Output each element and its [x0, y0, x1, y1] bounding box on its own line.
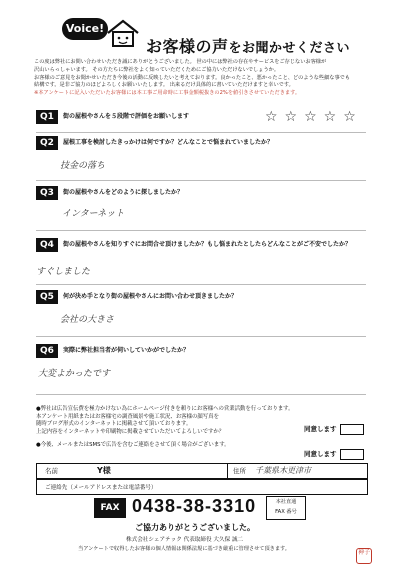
seal-stamp: 神子 — [356, 548, 372, 564]
note-line: 上記内容をインターネットや印刷物に掲載させていただいてよろしいですか？ — [36, 428, 225, 435]
contact-row — [36, 479, 368, 495]
address-value[interactable]: 千葉県木更津市 — [255, 466, 311, 475]
question-number: Q2 — [36, 136, 58, 150]
intro-text — [34, 59, 374, 98]
divider — [227, 464, 228, 478]
name-address-row — [36, 463, 368, 479]
question-3 — [36, 186, 366, 231]
question-5 — [36, 290, 366, 337]
name-label: 名前 — [45, 467, 58, 475]
answer-text[interactable]: 会社の大きさ — [60, 315, 115, 325]
address-label: 住所 — [233, 467, 246, 475]
star-rating[interactable]: ☆☆☆☆☆ — [265, 109, 363, 125]
fax-number[interactable]: 0438-38-3310 — [132, 496, 257, 516]
note-line: ●弊社は広告宣伝費を極力かけない為にホームページ付きを頼りにお客様への営業活動を行っております。 — [36, 406, 294, 412]
question-number: Q4 — [36, 238, 58, 252]
question-2 — [36, 136, 366, 181]
page-title: お客様の声をお聞かせください — [146, 37, 351, 56]
answer-text[interactable]: 大変よかったです — [38, 369, 111, 379]
intro-line: 沢山いらっしゃいます。 その方たちに弊社をよく知っていただくためにご協力いただけないでしょうか。 — [34, 66, 280, 73]
intro-line: この度は弊社にお問い合わせいただき誠にありがとうございました。 世の中には弊社の存在やサービスをご存じないお客様が — [34, 59, 327, 65]
company-name: 株式会社シェアテック 代表取締役 大久保 誠二 — [126, 537, 244, 543]
question-number: Q3 — [36, 186, 58, 200]
question-number: Q1 — [36, 110, 58, 124]
fax-icon: FAX — [94, 498, 126, 518]
question-text: 街の屋根やさんをどのように探しましたか？ — [63, 189, 184, 196]
name-value[interactable]: Y様 — [97, 466, 111, 475]
privacy-note: 当アンケートで収得したお客様の個人情報は関係法規に基づき厳重に管理させて頂きます。 — [78, 546, 290, 552]
note-line: ●今後、メールまたはSMSで広告を含むご連絡をさせて頂く場合がございます。 — [36, 442, 230, 449]
question-text: 屋根工事を検討したきっかけは何ですか？どんなことで悩まれていましたか？ — [63, 139, 274, 146]
intro-line: お客様のご意見をお聞かせいただき今後の活動に反映したいと考えております。良かったこと、悪かったこと、どのような些細な事でも — [34, 74, 351, 81]
question-4 — [36, 238, 366, 285]
question-number: Q6 — [36, 344, 58, 358]
question-text: 街の屋根やさんを５段階で評価をお願いします — [63, 113, 190, 120]
agree-label-2: 同意します — [304, 450, 337, 458]
answer-text[interactable]: すぐしました — [36, 267, 91, 277]
question-1 — [36, 110, 366, 133]
contact-label: ご連絡先（メールアドレスまたは電話番号） — [45, 485, 157, 491]
voice-badge: Voice! — [62, 18, 108, 40]
note-line: 本アンケート用紙またはお客様宅の調査風景や施工状況、お客様の顔写真を — [36, 413, 219, 420]
discount-note: ※本アンケートに記入いただいたお客様には本工事ご用命時に工事金額税抜きの2%を値引きさせていただきます。 — [34, 90, 301, 97]
note-line: 随時ブログ形式のインターネットに掲載させて頂いております。 — [36, 421, 192, 428]
agree-checkbox-2[interactable] — [340, 449, 364, 460]
question-text: 街の屋根やさんを知りすぐにお問合せ頂けましたか？もし悩まれたとしたらどんなことがご不安でしたか？ — [63, 241, 352, 248]
house-icon — [106, 18, 140, 48]
answer-text[interactable]: 技金の落ち — [60, 161, 106, 171]
agree-checkbox-1[interactable] — [340, 424, 364, 435]
intro-line: 結構です。是非ご協力のほどよろしくお願いいたします。 出来るだけ具体的に書いていただけますと幸いです。 — [34, 82, 294, 89]
answer-text[interactable]: インターネット — [62, 209, 125, 219]
question-text: 実際に弊社担当者が伺いしていかがでしたか？ — [63, 347, 190, 354]
thanks-text: ご協力ありがとうございました。 — [135, 523, 255, 532]
question-number: Q5 — [36, 290, 58, 304]
question-text: 何が決め手となり街の屋根やさんにお問い合わせ頂きましたか？ — [63, 293, 238, 300]
agree-label-1: 同意します — [304, 425, 337, 433]
question-6 — [36, 344, 366, 395]
fax-badge: 本社直通 FAX 番号 — [266, 496, 306, 520]
